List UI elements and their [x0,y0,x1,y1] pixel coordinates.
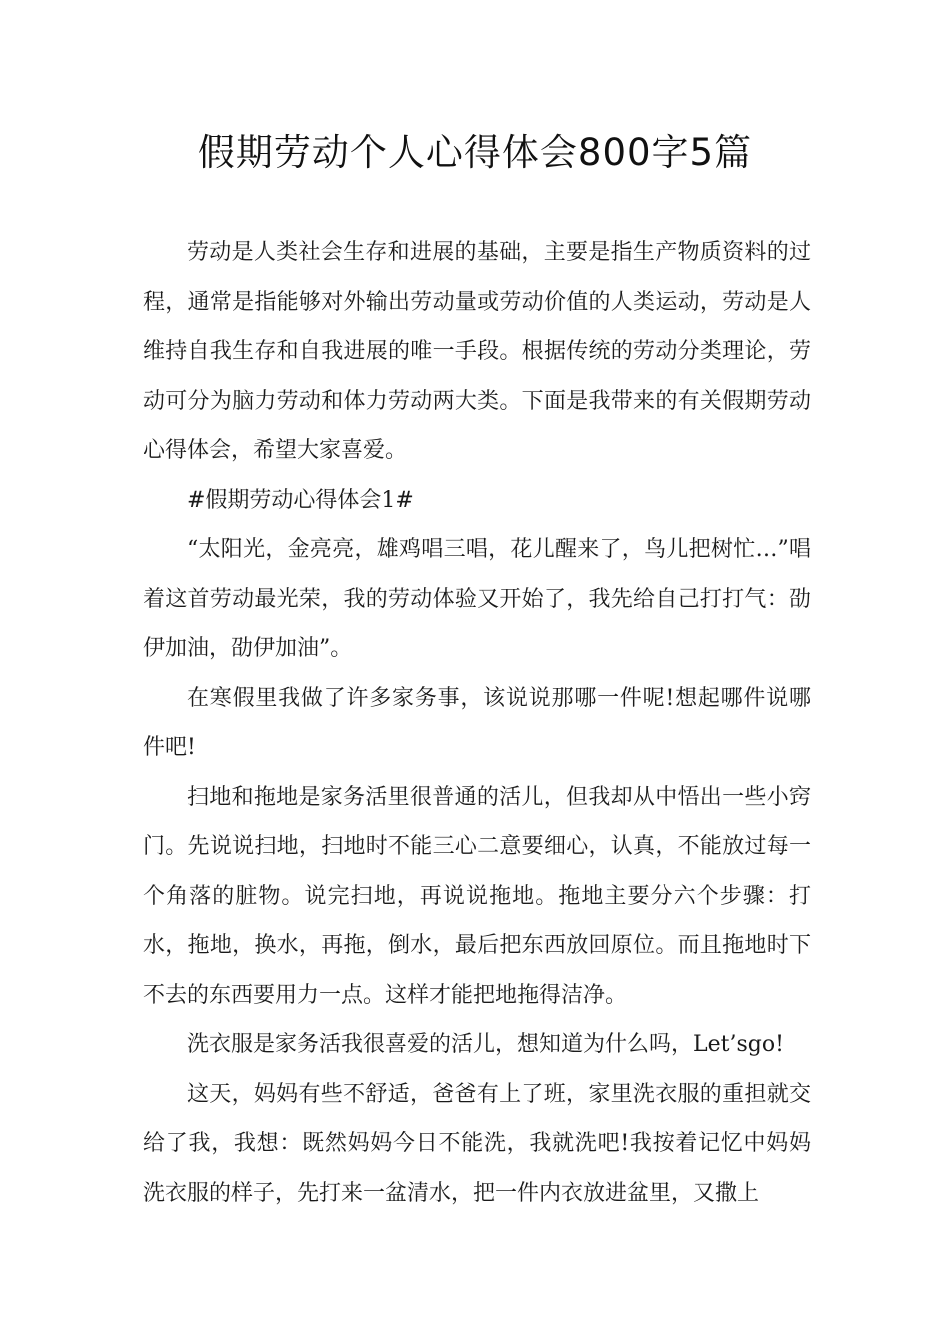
paragraph: “太阳光，金亮亮，雄鸡唱三唱，花儿醒来了，鸟儿把树忙…”唱着这首劳动最光荣，我的劳动体验又开始了，我先给自己打打气：劭伊加油，劭伊加油”。 [143,537,811,661]
paragraph: 在寒假里我做了许多家务事，该说说那哪一件呢!想起哪件说哪件吧! [143,685,811,760]
paragraph: 扫地和拖地是家务活里很普通的活儿，但我却从中悟出一些小窍门。先说说扫地，扫地时不能三心二意要细心，认真，不能放过每一个角落的脏物。说完扫地，再说说拖地。拖地主要分六个步骤：打水，拖地，换水，再拖，倒水，最后把东西放回原位。而且拖地时下不去的东西要用力一点。这样才能把地拖得洁净。 [143,784,811,1008]
section-heading: #假期劳动心得体会1# [187,487,414,513]
document-body [143,228,811,1218]
paragraph: 这天，妈妈有些不舒适，爸爸有上了班，家里洗衣服的重担就交给了我，我想：既然妈妈今日不能洗，我就洗吧!我按着记忆中妈妈洗衣服的样子，先打来一盆清水，把一件内衣放进盆里，又撒上 [143,1081,811,1206]
document-title: 假期劳动个人心得体会800字5篇 [197,131,753,174]
paragraph: 洗衣服是家务活我很喜爱的活儿，想知道为什么吗，Let’sgo! [187,1032,784,1057]
paragraph-intro: 劳动是人类社会生存和进展的基础，主要是指生产物质资料的过程，通常是指能够对外输出劳动量或劳动价值的人类运动，劳动是人维持自我生存和自我进展的唯一手段。根据传统的劳动分类理论，劳动可分为脑力劳动和体力劳动两大类。下面是我带来的有关假期劳动心得体会，希望大家喜爱。 [143,240,811,463]
